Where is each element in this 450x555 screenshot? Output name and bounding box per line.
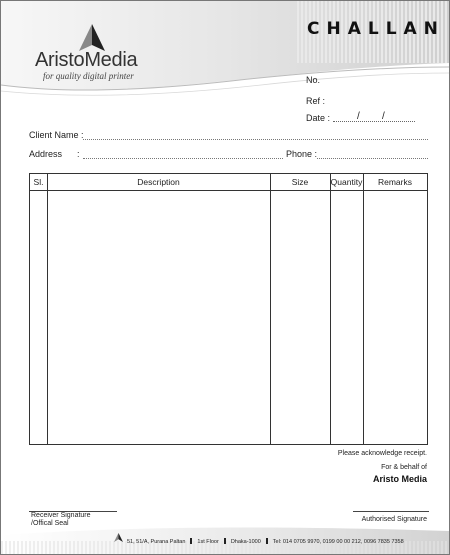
receiver-signature-line1: Receiver Signature bbox=[31, 512, 91, 519]
acknowledge-text: Please acknowledge receipt. bbox=[337, 450, 427, 457]
footer-phone: Tel: 014 0705 9970, 0199 00 00 212, 0096 7835 7358 bbox=[272, 539, 404, 545]
phone-field[interactable] bbox=[317, 158, 428, 159]
company-name: Aristo Media bbox=[372, 474, 427, 484]
items-table bbox=[29, 173, 428, 445]
authorised-signature-line[interactable] bbox=[353, 511, 429, 512]
header-serial: Sl. bbox=[33, 177, 44, 187]
reference-label: Ref : bbox=[306, 96, 326, 106]
receiver-signature-line2: /Offical Seal bbox=[31, 520, 69, 527]
address-field[interactable] bbox=[83, 158, 283, 159]
footer-city: Dhaka-1000 bbox=[230, 539, 261, 545]
date-separator: / bbox=[357, 111, 360, 122]
header-size: Size bbox=[291, 177, 309, 187]
behalf-text: For & behalf of bbox=[381, 464, 427, 471]
address-label: Address bbox=[29, 149, 63, 159]
brand-logo-name: AristoMedia bbox=[35, 49, 138, 71]
footer-floor: 1st Floor bbox=[197, 539, 219, 545]
items-table-body[interactable] bbox=[30, 191, 427, 444]
footer-logo-icon bbox=[114, 533, 123, 542]
address-colon: : bbox=[77, 149, 80, 159]
footer-separator bbox=[190, 538, 192, 544]
challan-number-label: No. bbox=[306, 75, 321, 85]
brand-tagline: for quality digital printer bbox=[43, 71, 134, 81]
authorised-signature-label: Authorised Signature bbox=[361, 516, 427, 523]
document-title: CHALLAN bbox=[307, 19, 445, 39]
header-quantity: Quantity bbox=[330, 177, 363, 187]
header-remarks: Remarks bbox=[377, 177, 412, 187]
client-name-label: Client Name : bbox=[29, 130, 84, 140]
header-description: Description bbox=[137, 177, 180, 187]
date-label: Date : bbox=[306, 113, 331, 123]
client-name-field[interactable] bbox=[83, 139, 428, 140]
date-field-line[interactable] bbox=[333, 121, 415, 122]
footer-separator bbox=[266, 538, 268, 544]
footer-address: 51, 51/A, Purana Paltan bbox=[127, 539, 186, 545]
phone-label: Phone : bbox=[286, 149, 318, 159]
footer-separator bbox=[224, 538, 226, 544]
date-separator: / bbox=[382, 111, 385, 122]
footer-contact bbox=[127, 538, 404, 545]
